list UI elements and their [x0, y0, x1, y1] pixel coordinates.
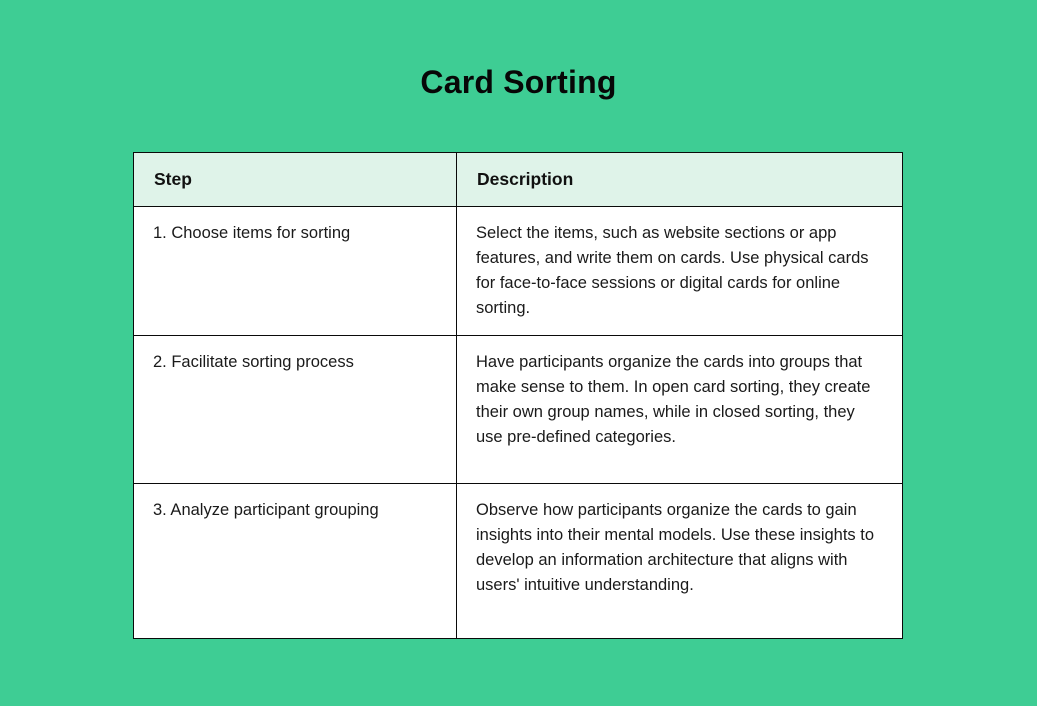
- column-header-step: Step: [134, 153, 457, 207]
- step-cell: 3. Analyze participant grouping: [134, 484, 457, 639]
- card-sorting-steps-table: [133, 152, 903, 639]
- step-cell: 2. Facilitate sorting process: [134, 336, 457, 484]
- step-cell: 1. Choose items for sorting: [134, 207, 457, 336]
- table-header-row: [134, 153, 903, 207]
- description-cell: Observe how participants organize the cards to gain insights into their mental models. Use these insights to develop an information architecture that aligns with users' intuitive understanding.: [457, 484, 903, 639]
- page-title: Card Sorting: [420, 64, 617, 100]
- table-row: [134, 336, 903, 484]
- description-cell: Select the items, such as website sections or app features, and write them on cards. Use physical cards for face-to-face sessions or digital cards for online sorting.: [457, 207, 903, 336]
- table-row: [134, 207, 903, 336]
- column-header-description: Description: [457, 153, 903, 207]
- description-cell: Have participants organize the cards into groups that make sense to them. In open card sorting, they create their own group names, while in closed sorting, they use pre-defined categories.: [457, 336, 903, 484]
- table-row: [134, 484, 903, 639]
